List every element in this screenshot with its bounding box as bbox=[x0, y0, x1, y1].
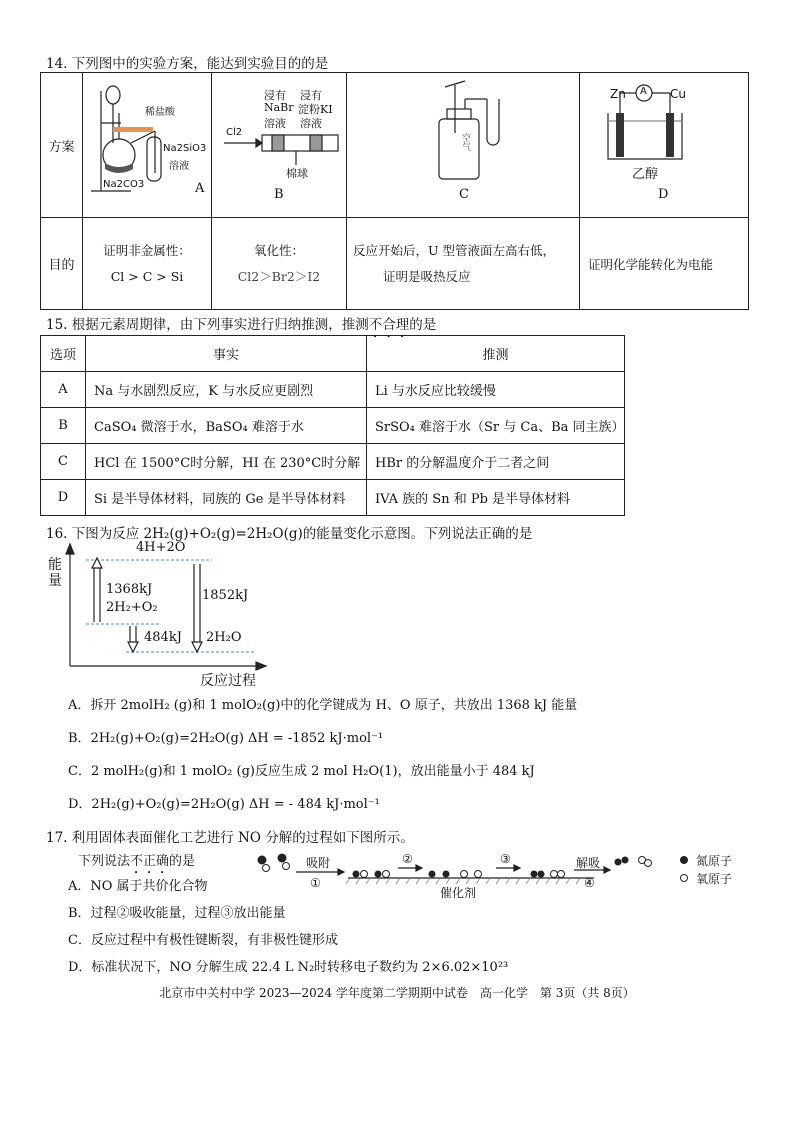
process-catalyst-label: 催化剂 bbox=[440, 886, 477, 900]
q14-fig-c bbox=[347, 73, 580, 218]
q15-row-c-fact: HCl 在 1500°C时分解，HI 在 230°C时分解 bbox=[86, 444, 367, 480]
q17-substem bbox=[78, 850, 195, 877]
process-n1-label: ① bbox=[310, 876, 321, 890]
energy-ylabel-1: 能 bbox=[48, 557, 62, 573]
q17-sub-a: 下列说法 bbox=[78, 854, 131, 869]
q14-fig-b bbox=[212, 73, 347, 218]
energy-e1-label: 1368kJ bbox=[106, 582, 153, 597]
q14-purpose-d: 证明化学能转化为电能 bbox=[580, 218, 749, 310]
q15-header-fact: 事实 bbox=[86, 336, 367, 372]
process-n3-label: ③ bbox=[500, 852, 511, 866]
purpose-b-line1: 氧化性： bbox=[253, 242, 304, 258]
q15-row-a-label: A bbox=[41, 372, 86, 408]
q15-row-d-label: D bbox=[41, 480, 86, 516]
purpose-a-line2: Cl > C > Si bbox=[110, 268, 184, 284]
fig-a-right-label: Na2SiO3 bbox=[163, 143, 207, 154]
q15-header-option: 选项 bbox=[41, 336, 86, 372]
q17-option-d: D．标准状况下，NO 分解生成 22.4 L N₂时转移电子数约为 2×6.02×10²³ bbox=[68, 960, 509, 975]
q17-stem: 17. 利用固体表面催化工艺进行 NO 分解的过程如下图所示。 bbox=[46, 830, 414, 846]
q14-fig-a bbox=[83, 73, 212, 218]
energy-ylabel-2: 量 bbox=[48, 573, 62, 589]
q15-header-guess: 推测 bbox=[367, 336, 625, 372]
q15-stem-a: 15. 根据元素周期律，由下列事实进行归纳推测，推测 bbox=[46, 317, 369, 333]
fig-b-left-l1: 浸有 bbox=[264, 89, 286, 102]
q15-row-d-fact: Si 是半导体材料，同族的 Ge 是半导体材料 bbox=[86, 480, 367, 516]
process-step1-label: 吸附 bbox=[306, 856, 331, 870]
q16-energy-diagram bbox=[40, 540, 280, 690]
purpose-b-line2: Cl2＞Br2＞I2 bbox=[237, 268, 321, 284]
q17-process-diagram bbox=[250, 850, 750, 900]
fig-d-left-label: Zn bbox=[610, 87, 626, 101]
fig-b-left-l3: 溶液 bbox=[264, 117, 286, 130]
fig-c-label: C bbox=[459, 187, 469, 202]
energy-react-label: 2H₂+O₂ bbox=[106, 600, 158, 615]
fig-d-right-label: Cu bbox=[670, 87, 686, 101]
q14-fig-d bbox=[580, 73, 749, 218]
energy-xlabel: 反应过程 bbox=[200, 673, 256, 689]
energy-diagram-axes bbox=[40, 540, 280, 690]
purpose-c-line1: 反应开始后，U 型管液面左高右低， bbox=[353, 242, 556, 258]
process-step4-label: 解吸 bbox=[576, 856, 601, 870]
energy-e2-label: 1852kJ bbox=[202, 588, 249, 603]
q14-purpose-b bbox=[212, 218, 347, 310]
q15-row-c-guess: HBr 的分解温度介于二者之间 bbox=[367, 444, 625, 480]
q15-table bbox=[40, 335, 625, 516]
q15-row-b-fact: CaSO₄ 微溶于水，BaSO₄ 难溶于水 bbox=[86, 408, 367, 444]
page-footer: 北京市中关村中学 2023—2024 学年度第二学期期中试卷 高一化学 第 3页（共 8页） bbox=[159, 986, 635, 1000]
fig-d-meter-label: A bbox=[640, 86, 647, 97]
q15-row-a-guess: Li 与水反应比较缓慢 bbox=[367, 372, 625, 408]
q15-row-c-label: C bbox=[41, 444, 86, 480]
legend-nitrogen-label: 氮原子 bbox=[696, 854, 733, 868]
fig-b-right-l2: 淀粉KI bbox=[298, 103, 333, 116]
q14-table bbox=[40, 72, 749, 310]
purpose-a-line1: 证明非金属性： bbox=[103, 242, 191, 258]
fig-b-right-l1: 浸有 bbox=[300, 89, 322, 102]
fig-b-cotton-label: 棉球 bbox=[286, 167, 308, 180]
fig-a-acid-label: 稀盐酸 bbox=[145, 107, 175, 118]
q16-option-a: A．拆开 2molH₂ (g)和 1 molO₂(g)中的化学键成为 H、O 原子，共放出 1368 kJ 能量 bbox=[68, 698, 578, 713]
q14-stem: 14. 下列图中的实验方案，能达到实验目的的是 bbox=[46, 56, 329, 72]
legend-oxygen-label: 氧原子 bbox=[696, 872, 733, 886]
fig-d-label: D bbox=[658, 187, 669, 202]
fig-c-inner-label: 空气 bbox=[460, 133, 470, 151]
q15-row-b-guess: SrSO₄ 难溶于水（Sr 与 Ca、Ba 同主族） bbox=[367, 408, 625, 444]
q14-purpose-a bbox=[83, 218, 212, 310]
q15-stem-emph: 不合理 bbox=[368, 317, 410, 333]
q17-option-c: C．反应过程中有极性键断裂，有非极性键形成 bbox=[68, 933, 338, 948]
fig-a-label: A bbox=[195, 181, 205, 196]
q17-sub-c: 的是 bbox=[169, 854, 196, 869]
q17-option-b: B．过程②吸收能量，过程③放出能量 bbox=[68, 906, 286, 921]
fig-b-right-l3: 溶液 bbox=[300, 117, 322, 130]
purpose-c-line2: 证明是吸热反应 bbox=[383, 268, 471, 284]
q15-stem-c: 的是 bbox=[409, 317, 437, 333]
energy-e3-label: 484kJ bbox=[144, 630, 182, 645]
q14-purpose-c bbox=[347, 218, 580, 310]
q16-option-d: D．2H₂(g)+O₂(g)=2H₂O(g) ΔH = - 484 kJ·mol⁻¹ bbox=[68, 797, 380, 812]
energy-top-label: 4H+2O bbox=[136, 540, 186, 555]
q14-row-scheme-label: 方案 bbox=[41, 73, 83, 218]
q17-option-a: A．NO 属于共价化合物 bbox=[68, 879, 208, 894]
q15-row-d-guess: IVA 族的 Sn 和 Pb 是半导体材料 bbox=[367, 480, 625, 516]
fig-b-label: B bbox=[274, 187, 284, 202]
process-n2-label: ② bbox=[402, 852, 413, 866]
q15-row-b-label: B bbox=[41, 408, 86, 444]
fig-b-left-l2: NaBr bbox=[264, 101, 294, 114]
fig-a-right2-label: 溶液 bbox=[169, 161, 189, 172]
fig-b-gas-label: Cl2 bbox=[226, 127, 243, 138]
q14-row-purpose-label: 目的 bbox=[41, 218, 83, 310]
fig-d-liquid-label: 乙醇 bbox=[632, 167, 659, 182]
q16-option-b: B．2H₂(g)+O₂(g)=2H₂O(g) ΔH = -1852 kJ·mol⁻¹ bbox=[68, 731, 384, 746]
q16-stem: 16. 下图为反应 2H₂(g)+O₂(g)=2H₂O(g)的能量变化示意图。下列说法正确的是 bbox=[46, 526, 533, 542]
q17-sub-emph: 不正确 bbox=[130, 854, 170, 869]
energy-prod-label: 2H₂O bbox=[206, 630, 242, 645]
q16-option-c: C．2 molH₂(g)和 1 molO₂ (g)反应生成 2 mol H₂O(1)，放出能量小于 484 kJ bbox=[68, 764, 535, 779]
q15-row-a-fact: Na 与水剧烈反应，K 与水反应更剧烈 bbox=[86, 372, 367, 408]
process-n4-label: ④ bbox=[584, 876, 595, 890]
fig-a-bottom-label: Na2CO3 bbox=[103, 179, 145, 190]
